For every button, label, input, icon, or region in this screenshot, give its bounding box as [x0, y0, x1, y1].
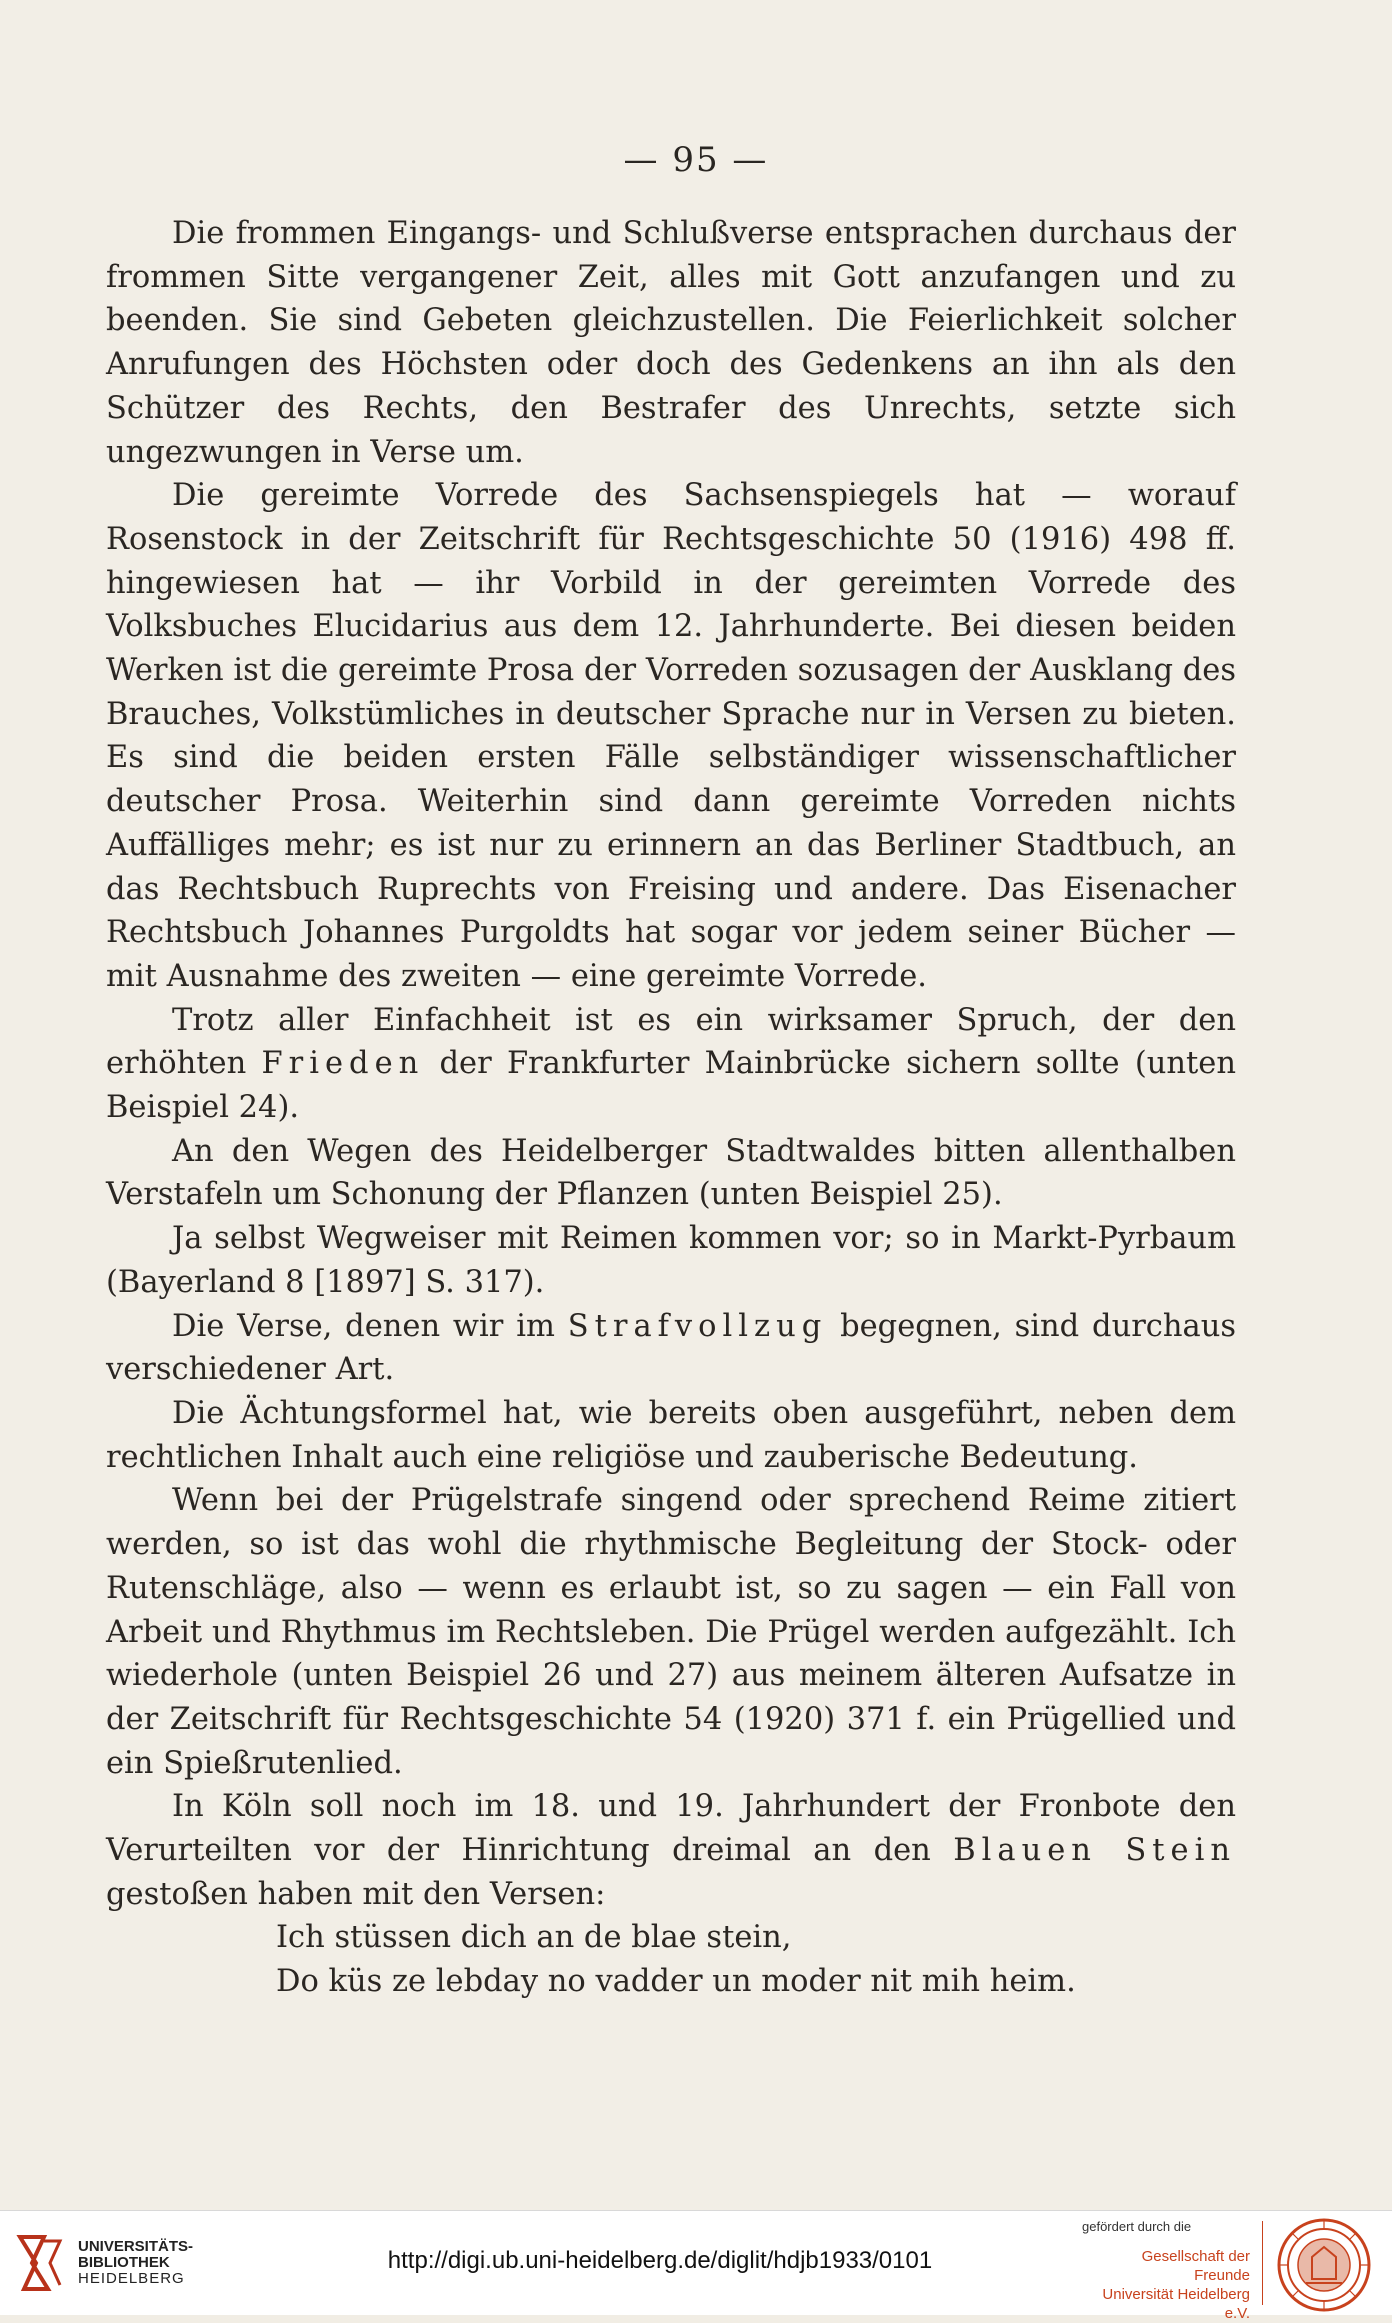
- spaced-emphasis: Frieden: [261, 1046, 425, 1082]
- paragraph-6: Die Verse, denen wir im Strafvollzug begegnen, sind durchaus verschiedener Art.: [106, 1308, 1236, 1388]
- university-seal-icon: [1276, 2217, 1372, 2313]
- verse-line-2: Do küs ze lebday no vadder un moder nit mih heim.: [276, 1964, 1076, 2000]
- verse-line-1: Ich stüssen dich an de blae stein,: [276, 1920, 792, 1956]
- page-number: — 95 —: [623, 140, 769, 180]
- text-body: [106, 212, 1236, 2004]
- society-name: Gesellschaft der Freunde Universität Heidelberg e.V.: [1102, 2248, 1250, 2322]
- library-name: UNIVERSITÄTS- BIBLIOTHEK HEIDELBERG: [78, 2238, 194, 2287]
- paragraph-8: Wenn bei der Prügelstrafe singend oder sprechend Reime zitiert werden, so ist das wohl die rhythmische Begleitung der Stock- oder Rutenschläge, also — wenn es erlaubt ist, so zu sagen — ein Fall von Arbeit und Rhythmus im Rechtsleben. Die Prügel werden aufgezählt. Ich wiederhole (unten Beispiel 26 und 27) aus meinem älteren Aufsatze in der Zeitschrift für Rechtsgeschichte 54 (1920) 371 f. ein Prügellied und ein Spießrutenlied.: [106, 1483, 1236, 1781]
- spaced-emphasis: Strafvollzug: [567, 1308, 828, 1344]
- footer-bar: [0, 2210, 1392, 2322]
- paragraph-9: In Köln soll noch im 18. und 19. Jahrhundert der Fronbote den Verurteilten vor der Hinrichtung dreimal an den Blauen Stein gestoßen haben mit den Versen:: [106, 1789, 1236, 1912]
- footer-divider: [1262, 2221, 1263, 2305]
- paragraph-1: Die frommen Eingangs- und Schlußverse entsprachen durchaus der frommen Sitte vergangener Zeit, alles mit Gott anzufangen und zu beenden. Sie sind Gebeten gleichzustellen. Die Feierlichkeit solcher Anrufungen des Höchsten oder doch des Gedenkens an ihn als den Schützer des Rechts, den Bestrafer des Unrechts, setzte sich ungezwungen in Verse um.: [106, 216, 1236, 470]
- paragraph-5: Ja selbst Wegweiser mit Reimen kommen vor; so in Markt-Pyrbaum (Bayerland 8 [1897] S. 317).: [106, 1221, 1236, 1300]
- spaced-emphasis: Blauen Stein: [953, 1833, 1236, 1869]
- paragraph-7: Die Ächtungsformel hat, wie bereits oben ausgeführt, neben dem rechtlichen Inhalt auch eine religiöse und zauberische Bedeutung.: [106, 1395, 1236, 1475]
- funded-by-label: gefördert durch die: [1082, 2219, 1192, 2234]
- paragraph-2: Die gereimte Vorrede des Sachsenspiegels hat — worauf Rosenstock in der Zeitschrift für Rechtsgeschichte 50 (1916) 498 ff. hingewiesen hat — ihr Vorbild in der gereimten Vorrede des Volksbuches Elucidarius aus dem 12. Jahrhunderte. Bei diesen beiden Werken ist die gereimte Prosa der Vorreden sozusagen der Ausklang des Brauches, Volkstümliches in deutscher Sprache nur in Versen zu bieten. Es sind die beiden ersten Fälle selbständiger wissenschaftlicher deutscher Prosa. Weiterhin sind dann gereimte Vorreden nichts Auffälliges mehr; es ist nur zu erinnern an das Berliner Stadtbuch, an das Rechtsbuch Ruprechts von Freising und andere. Das Eisenacher Rechtsbuch Johannes Purgoldts hat sogar vor jedem seiner Bücher — mit Ausnahme des zweiten — eine gereimte Vorrede.: [106, 478, 1236, 994]
- permalink-link[interactable]: http://digi.ub.uni-heidelberg.de/diglit/hdjb1933/0101: [387, 2247, 933, 2274]
- paragraph-4: An den Wegen des Heidelberger Stadtwaldes bitten allenthalben Verstafeln um Schonung der Pflanzen (unten Beispiel 25).: [106, 1133, 1236, 1213]
- paragraph-3: Trotz aller Einfachheit ist es ein wirksamer Spruch, der den erhöhten Frieden der Frankfurter Mainbrücke sichern sollte (unten Beispiel 24).: [106, 1002, 1236, 1126]
- library-logo-icon: [14, 2233, 66, 2293]
